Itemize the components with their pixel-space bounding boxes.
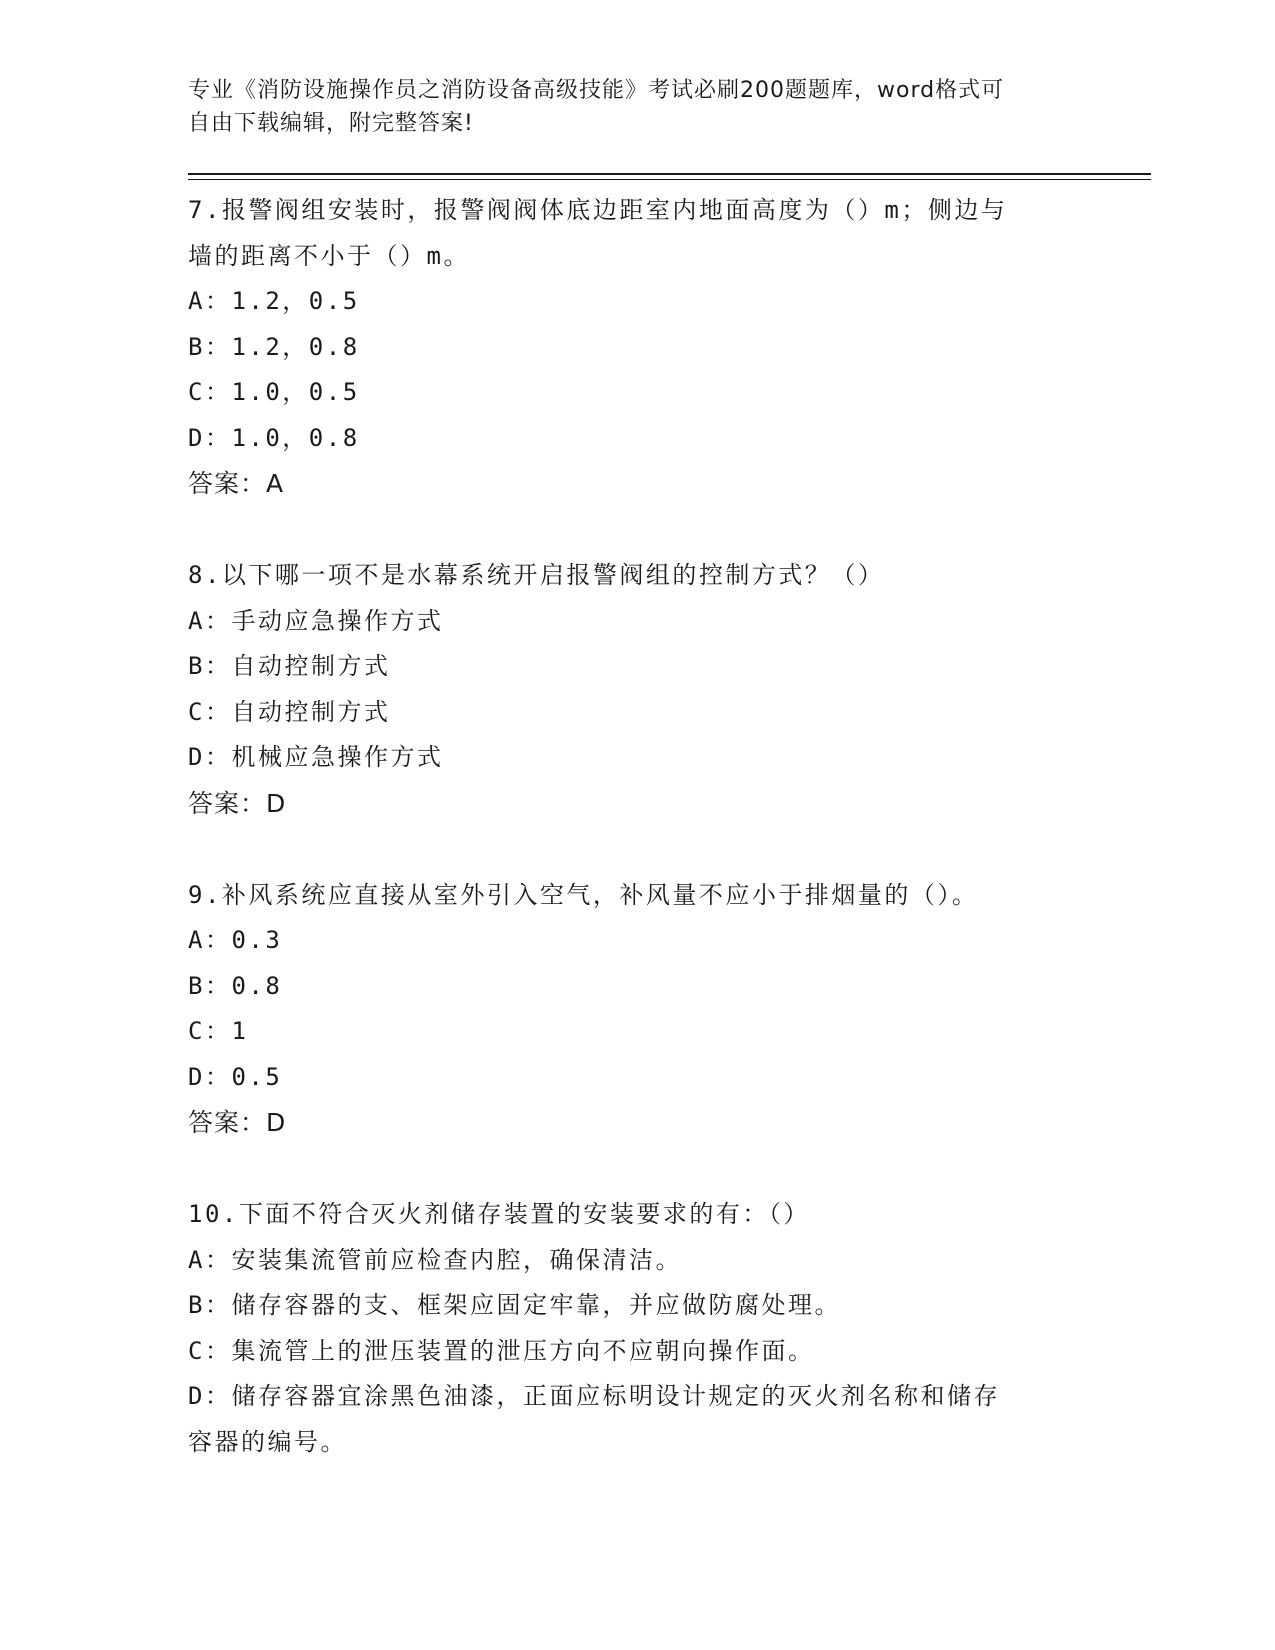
option-d: D：储存容器宜涂黑色油漆，正面应标明设计规定的灭火剂名称和储存	[188, 1382, 1000, 1410]
document-header	[188, 74, 1068, 140]
option-b: B：0.8	[188, 971, 283, 1000]
question-stem-line-2: 墙的距离不小于（）m。	[188, 241, 470, 270]
question-stem-line-1: 8.以下哪一项不是水幕系统开启报警阀组的控制方式？（）	[188, 561, 885, 589]
question-7	[188, 188, 1088, 506]
answer-label: 答案：A	[188, 469, 285, 498]
option-b: B：1.2，0.8	[188, 332, 360, 361]
answer-label: 答案：D	[188, 788, 287, 818]
question-9	[188, 873, 1088, 1146]
option-a: A：手动应急操作方式	[188, 606, 444, 635]
option-c: C：集流管上的泄压装置的泄压方向不应朝向操作面。	[188, 1336, 815, 1365]
header-divider-thick	[188, 173, 1151, 175]
question-stem-line-1: 7.报警阀组安装时，报警阀阀体底边距室内地面高度为（）m；侧边与	[188, 196, 1008, 224]
question-10	[188, 1192, 1088, 1465]
answer-label: 答案：D	[188, 1108, 287, 1137]
option-c: C：1	[188, 1017, 249, 1045]
option-a: A：1.2，0.5	[188, 287, 360, 315]
question-stem-line-1: 9.补风系统应直接从室外引入空气，补风量不应小于排烟量的（）。	[188, 880, 979, 909]
option-d: D：1.0，0.8	[188, 423, 360, 452]
header-line-2: 自由下载编辑，附完整答案!	[188, 111, 474, 136]
option-c: C：1.0，0.5	[188, 378, 360, 406]
option-d: D：0.5	[188, 1062, 283, 1091]
option-b: B：自动控制方式	[188, 652, 391, 680]
option-b: B：储存容器的支、框架应固定牢靠，并应做防腐处理。	[188, 1291, 841, 1319]
option-c: C：自动控制方式	[188, 697, 391, 726]
question-list	[188, 188, 1088, 1512]
option-a: A：0.3	[188, 926, 283, 954]
option-d-continued: 容器的编号。	[188, 1427, 347, 1456]
header-line-1: 专业《消防设施操作员之消防设备高级技能》考试必刷200题题库，word格式可	[188, 78, 1005, 103]
question-8	[188, 553, 1088, 826]
option-d: D：机械应急操作方式	[188, 743, 444, 771]
header-divider-thin	[188, 179, 1151, 180]
question-stem-line-1: 10.下面不符合灭火剂储存装置的安装要求的有：（）	[188, 1200, 810, 1228]
option-a: A：安装集流管前应检查内腔，确保清洁。	[188, 1245, 682, 1274]
